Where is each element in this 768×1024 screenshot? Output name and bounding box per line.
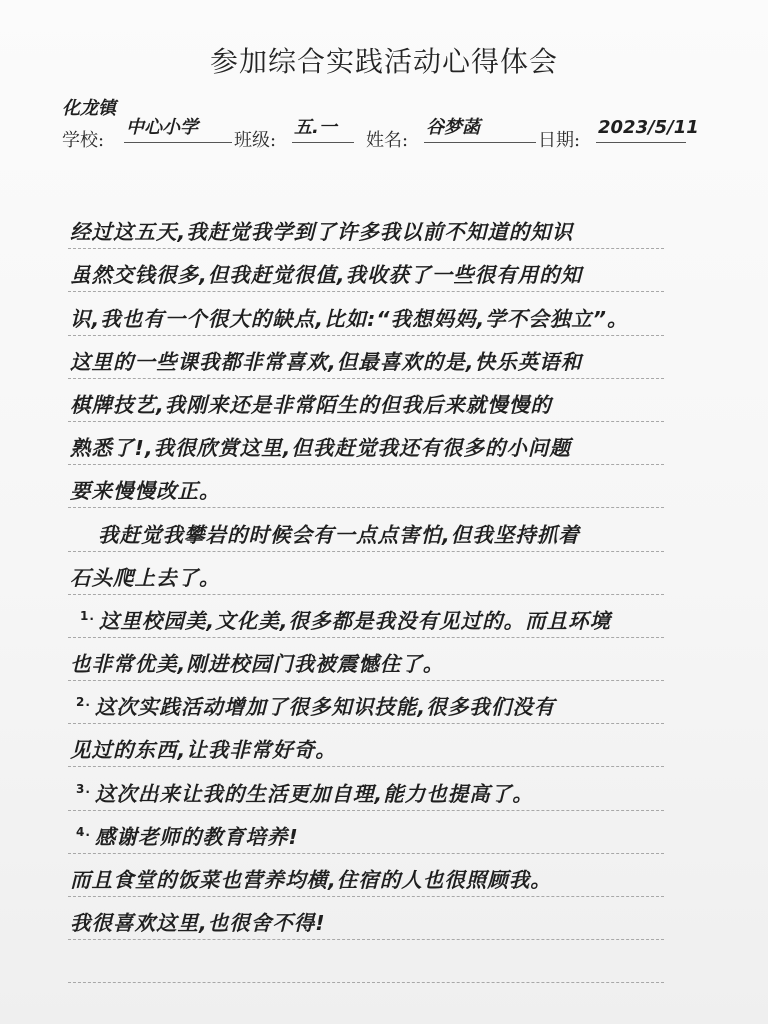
line-text: 而且食堂的饭菜也营养均横,住宿的人也很照顾我。: [70, 868, 552, 892]
page-title: 参加综合实践活动心得体会: [209, 45, 558, 78]
handwritten-text: [76, 777, 534, 806]
handwritten-text: [70, 307, 628, 331]
date-label: 日期:: [538, 130, 581, 151]
line-text: 我赶觉我攀岩的时候会有一点点害怕,但我坚持抓着: [98, 522, 580, 547]
handwritten-text: [70, 652, 444, 676]
line-text: 我很喜欢这里,也很舍不得!: [70, 911, 326, 936]
line-text: 这次出来让我的生活更加自理,能力也提高了。: [94, 781, 534, 806]
ruled-line: [68, 638, 664, 681]
ruled-line: [68, 465, 664, 508]
line-text: 经过这五天,我赶觉我学到了许多我以前不知道的知识: [70, 220, 574, 245]
class-field: 五.一: [292, 116, 354, 143]
handwritten-text: [80, 604, 611, 633]
ruled-line: [68, 724, 664, 767]
handwritten-text: [76, 820, 299, 849]
school-field: 中心小学: [124, 116, 232, 143]
item-number: 1.: [80, 609, 95, 624]
line-text: 棋牌技艺,我刚来还是非常陌生的但我后来就慢慢的: [70, 392, 552, 417]
ruled-line: [68, 811, 664, 854]
date-field: 2023/5/11: [596, 116, 686, 143]
line-text: 这里校园美,文化美,很多都是我没有见过的。而且环境: [98, 608, 611, 633]
line-text: 虽然交钱很多,但我赶觉很值,我收获了一些很有用的知: [70, 263, 583, 288]
item-number: 2.: [76, 695, 91, 710]
handwritten-text: [70, 220, 573, 244]
ruled-line: [68, 983, 664, 1024]
line-text: 这里的一些课我都非常喜欢,但最喜欢的是,快乐英语和: [70, 349, 583, 374]
ruled-line: [68, 422, 664, 465]
ruled-line: [68, 206, 664, 249]
handwritten-text: [98, 523, 580, 547]
item-number: 3.: [76, 781, 91, 796]
handwritten-text: [70, 738, 337, 762]
handwritten-text: [70, 566, 221, 590]
handwritten-text: [70, 911, 326, 935]
handwritten-text: [76, 690, 555, 719]
line-text: 识,我也有一个很大的缺点,比如:“我想妈妈,学不会独立”。: [70, 306, 629, 331]
ruled-line: [68, 940, 664, 983]
handwritten-text: [70, 350, 582, 374]
ruled-lines: [68, 206, 664, 1024]
ruled-line: [68, 336, 664, 379]
student-info-row: [62, 116, 712, 151]
ruled-line: [68, 292, 664, 335]
line-text: 石头爬上去了。: [70, 565, 221, 590]
town-handwritten: 化龙镇: [62, 98, 116, 119]
handwritten-text: [70, 393, 552, 417]
line-text: 要来慢慢改正。: [70, 479, 221, 504]
class-label: 班级:: [234, 130, 277, 151]
line-text: 这次实践活动增加了很多知识技能,很多我们没有: [94, 695, 556, 720]
item-number: 4.: [76, 824, 91, 839]
handwritten-text: [70, 868, 552, 892]
name-label: 姓名:: [366, 130, 409, 151]
line-text: 也非常优美,刚进校园门我被震憾住了。: [70, 652, 445, 677]
ruled-line: [68, 767, 664, 810]
ruled-line: [68, 249, 664, 292]
handwritten-text: [70, 479, 221, 503]
ruled-line: [68, 681, 664, 724]
handwritten-text: [70, 436, 571, 460]
ruled-line: [68, 379, 664, 422]
ruled-line: [68, 508, 664, 551]
line-text: 见过的东西,让我非常好奇。: [70, 738, 337, 763]
ruled-line: [68, 552, 664, 595]
ruled-line: [68, 854, 664, 897]
ruled-line: [68, 897, 664, 940]
line-text: 熟悉了!,我很欣赏这里,但我赶觉我还有很多的小问题: [70, 436, 571, 461]
line-text: 感谢老师的教育培养!: [94, 824, 299, 849]
handwritten-text: [70, 263, 582, 287]
name-field: 谷梦菡: [424, 116, 536, 143]
ruled-line: [68, 595, 664, 638]
school-label: 学校:: [62, 130, 105, 151]
